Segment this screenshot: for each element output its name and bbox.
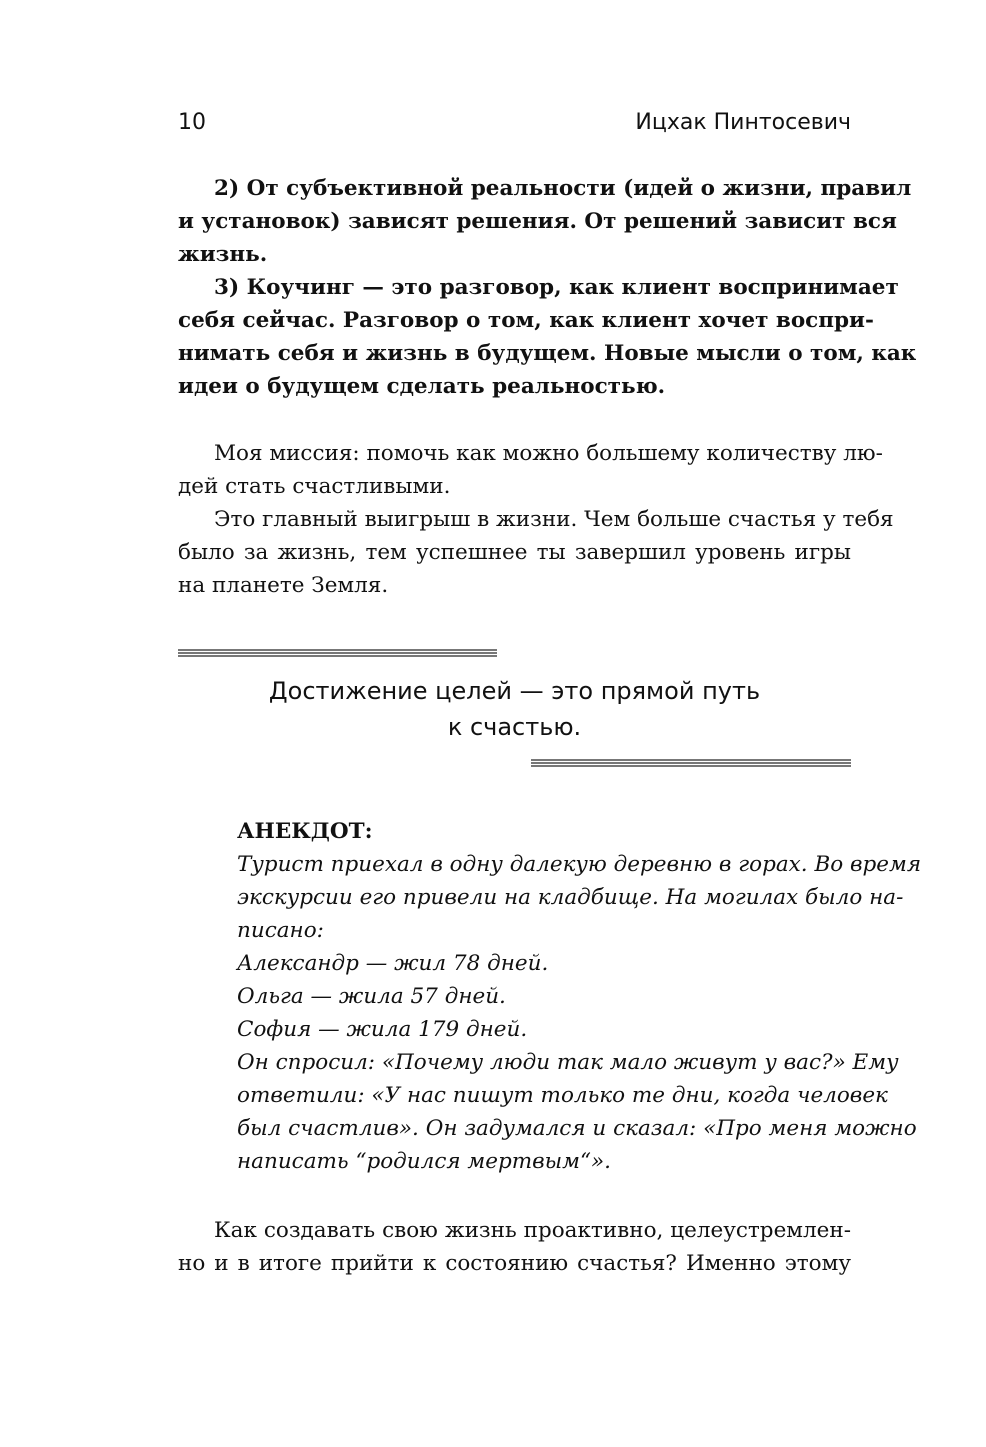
closing-line: Как создавать свою жизнь проактивно, целеустремлен- bbox=[214, 1218, 851, 1243]
bold-line: идеи о будущем сделать реальностью. bbox=[178, 374, 666, 399]
mission-line: на планете Земля. bbox=[178, 573, 389, 598]
bold-line: и установок) зависят решения. От решений зависит вся bbox=[178, 209, 897, 234]
anecdote-line: экскурсии его привели на кладбище. На могилах было на- bbox=[237, 885, 904, 910]
anecdote-line: был счастлив». Он задумался и сказал: «Про меня можно bbox=[237, 1116, 917, 1141]
anecdote-line: Он спросил: «Почему люди так мало живут у вас?» Ему bbox=[237, 1050, 899, 1075]
running-head-author: Ицхак Пинтосевич bbox=[635, 110, 851, 135]
anecdote-line: Турист приехал в одну далекую деревню в горах. Во время bbox=[237, 852, 922, 877]
bold-line: жизнь. bbox=[178, 242, 268, 267]
bold-line: 3) Коучинг — это разговор, как клиент воспринимает bbox=[214, 275, 899, 300]
bold-line: нимать себя и жизнь в будущем. Новые мысли о том, как bbox=[178, 341, 917, 366]
bold-line: себя сейчас. Разговор о том, как клиент хочет воспри- bbox=[178, 308, 874, 333]
mission-line: Моя миссия: помочь как можно большему количеству лю- bbox=[214, 441, 883, 466]
anecdote-line: София — жила 179 дней. bbox=[237, 1017, 528, 1042]
anecdote-title: АНЕКДОТ: bbox=[237, 819, 373, 844]
bold-line: 2) От субъективной реальности (идей о жизни, правил bbox=[214, 176, 912, 201]
anecdote-line: написать “родился мертвым“». bbox=[237, 1149, 611, 1174]
top-divider-rule bbox=[178, 649, 497, 658]
anecdote-line: ответили: «У нас пишут только те дни, когда человек bbox=[237, 1083, 888, 1108]
closing-line: но и в итоге прийти к состоянию счастья? Именно этому bbox=[178, 1251, 851, 1276]
anecdote-line: Ольга — жила 57 дней. bbox=[237, 984, 506, 1009]
bottom-divider-rule bbox=[531, 759, 851, 768]
anecdote-line: Александр — жил 78 дней. bbox=[237, 951, 549, 976]
section-heading-line-1: Достижение целей — это прямой путь bbox=[268, 677, 761, 705]
mission-line: дей стать счастливыми. bbox=[178, 474, 451, 499]
mission-line: было за жизнь, тем успешнее ты завершил уровень игры bbox=[178, 540, 851, 565]
section-heading-line-2: к счастью. bbox=[447, 713, 582, 741]
page-number: 10 bbox=[178, 110, 206, 135]
mission-line: Это главный выигрыш в жизни. Чем больше счастья у тебя bbox=[214, 507, 894, 532]
anecdote-line: писано: bbox=[237, 918, 324, 943]
